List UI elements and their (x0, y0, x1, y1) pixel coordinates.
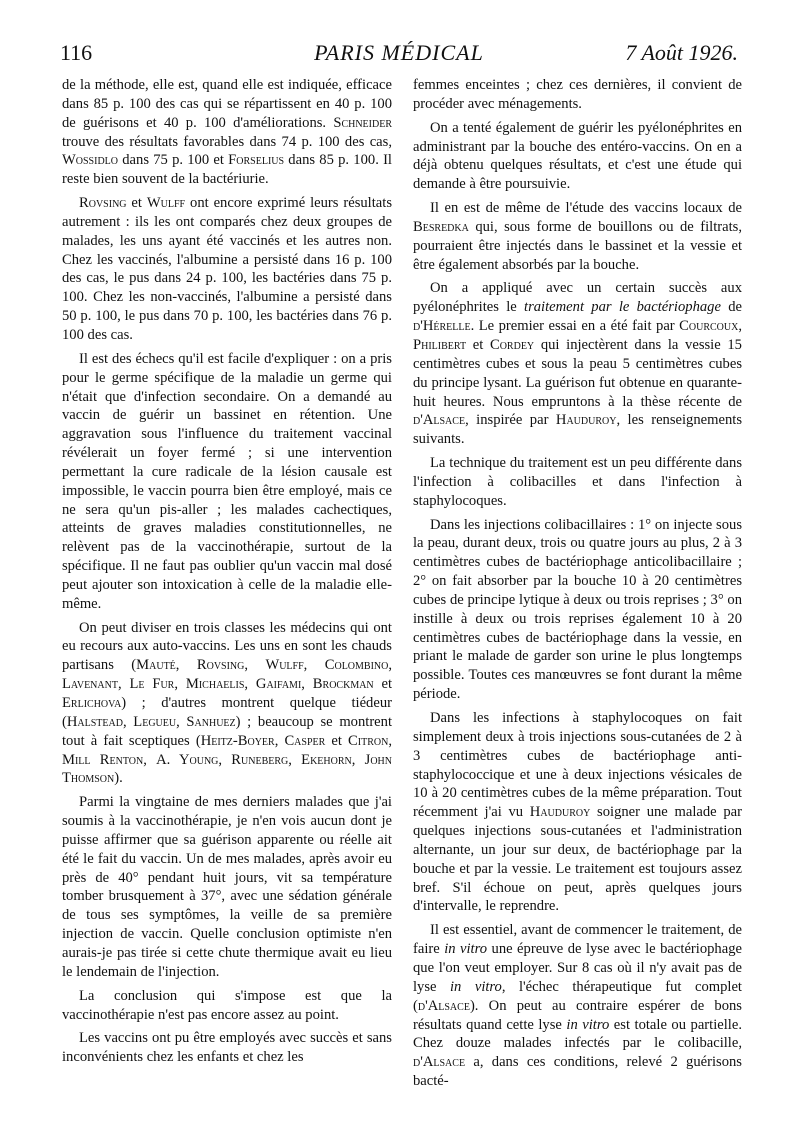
journal-title: PARIS MÉDICAL (314, 40, 484, 65)
paragraph: La conclusion qui s'impose est que la vaccinothérapie n'est pas encore assez au point. (62, 987, 392, 1023)
paragraph: On a tenté également de guérir les pyélonéphrites en administrant par la bouche des entéro-vaccins. On en a déjà obtenu quelques résultats, et c'est une étude qui demande à être poursuivie. (413, 119, 742, 193)
paragraph: On a appliqué avec un certain succès aux pyélonéphrites le traitement par le bactériophage de d'Hérelle. Le premier essai en a été fait par Courcoux, Philibert et Cordey qui injectèrent dans la vessie 15 centimètres cubes et sous la peau 5 centimètres cubes du principe lysant. La guérison fut obtenue en quarante-huit heures. Nous empruntons à la thèse récente de d'Alsace, inspirée par Hauduroy, les renseignements suivants. (413, 280, 742, 448)
paragraph: de la méthode, elle est, quand elle est indiquée, efficace dans 85 p. 100 des cas qui se répartissent en 40 p. 100 de guérisons et 40 p. 100 d'améliorations. Schneider trouve des résultats favorables dans 74 p. 100 des cas, Wossidlo dans 75 p. 100 et Forselius dans 85 p. 100. Il reste bien souvent de la bactériurie. (62, 77, 392, 188)
paragraph: On peut diviser en trois classes les médecins qui ont eu recours aux auto-vaccins. Les uns en sont les chauds partisans (Mauté, Rovsing, Wulff, Colombino, Lavenant, Le Fur, Michaelis, Gaifami, Brockman et Erlichova) ; d'autres montrent quelque tiédeur (Halstead, Legueu, Sanhuez) ; beaucoup se montrent tout à fait sceptiques (Heitz-Boyer, Casper et Citron, Mill Renton, A. Young, Runeberg, Ekehorn, John Thomson). (62, 619, 393, 787)
paragraph: Les vaccins ont pu être employés avec succès et sans inconvénients chez les enfants et chez les (62, 1030, 392, 1066)
page-header (60, 40, 738, 76)
paragraph: femmes enceintes ; chez ces dernières, il convient de procéder avec ménagements. (413, 77, 742, 112)
paragraph: Dans les infections à staphylocoques on fait simplement deux à trois injections sous-cutanées de 2 à 3 centimètres cubes de bactériophage anti-staphylococcique et une à deux injections vésicales de 10 à 20 centimètres cubes de la même préparation. Tout récemment j'ai vu Hauduroy soigner une malade par quelques injections sous-cutanées et l'administration alternante, un jour sur deux, de bactériophage par la bouche et par la vessie. Le traitement est toujours assez bref. S'il échoue on peut, après quelques jours d'intervalle, le reprendre. (413, 710, 742, 915)
left-column (62, 76, 392, 1072)
issue-date: 7 Août 1926. (625, 40, 738, 65)
page-number: 116 (60, 40, 93, 65)
paragraph: La technique du traitement est un peu différente dans l'infection à colibacilles et dans l'infection à staphylocoques. (413, 455, 742, 509)
paragraph: Il est essentiel, avant de commencer le traitement, de faire in vitro une épreuve de lyse avec le bactériophage que l'on veut employer. Sur 8 cas où il n'y avait pas de lyse in vitro, l'échec thérapeutique fut complet (d'Alsace). On peut au contraire espérer de bons résultats quand cette lyse in vitro est totale ou partielle. Chez douze malades infectés par le colibacille, d'Alsace a, dans ces conditions, relevé 2 guérisons bacté- (413, 922, 742, 1090)
paragraph: Il est des échecs qu'il est facile d'expliquer : on a pris pour le germe spécifique de la maladie un germe qui n'était que d'infection secondaire. On a demandé au vaccin de guérir un bassinet en rétention. Une aggravation sous l'influence du traitement vaccinal révélerait un foyer fermé ; si une intervention permettant la cure radicale de la lésion causale est impossible, le vaccin pourra bien être employé, mais ce ne sera qu'un pis-aller ; les malades cachectiques, atteints de graves maladies constitutionnelles, ne relèvent pas de la vaccinothérapie, surtout de la spécifique. Il ne faut pas oublier qu'un vaccin mal dosé peut ajouter son intoxication à celle de la maladie elle-même. (62, 350, 392, 612)
paragraph: Il en est de même de l'étude des vaccins locaux de Besredka qui, sous forme de bouillons ou de filtrats, pourraient être injectés dans le bassinet et la vessie et être également absorbés par la bouche. (413, 200, 742, 273)
paragraph: Dans les injections colibacillaires : 1° on injecte sous la peau, durant deux, trois ou quatre jours au plus, 2 à 3 centimètres cubes de bactériophage anticolibacillaire ; 2° on fait absorber par la bouche 10 à 20 centimètres cubes de principe lytique à deux ou trois reprises ; 3° on instille à deux ou trois reprises également 10 à 20 centimètres cubes de bactériophage dans la vessie, en priant le malade de garder son urine le plus longtemps possible. Toutes ces manœuvres se font durant la même période. (413, 516, 742, 703)
right-column (413, 76, 742, 1096)
paragraph: Parmi la vingtaine de mes derniers malades que j'ai soumis à la vaccinothérapie, je n'en vois aucun dont je puisse affirmer que sa guérison apparente ou réelle ait été le fait du vaccin. Un de mes malades, après avoir eu près de 40° pendant huit jours, vit sa température tomber brusquement à 37°, avec une sédation générale de tous ses symptômes, la veille de sa première injection de vaccin. Quelle conclusion optimiste n'en aurais-je pas tirée si cette chute thermique avait eu lieu le lendemain de l'injection. (62, 794, 392, 980)
paragraph: Rovsing et Wulff ont encore exprimé leurs résultats autrement : ils les ont comparés chez deux groupes de malades, les uns ayant été vaccinés et les autres non. Chez les vaccinés, l'albumine a persisté dans 16 p. 100 des cas, le pus dans 24 p. 100, les bactéries dans 75 p. 100. Chez les non-vaccinés, l'albumine a persisté dans 50 p. 100, le pus dans 70 p. 100, les bactéries dans 76 p. 100 des cas. (62, 195, 392, 343)
